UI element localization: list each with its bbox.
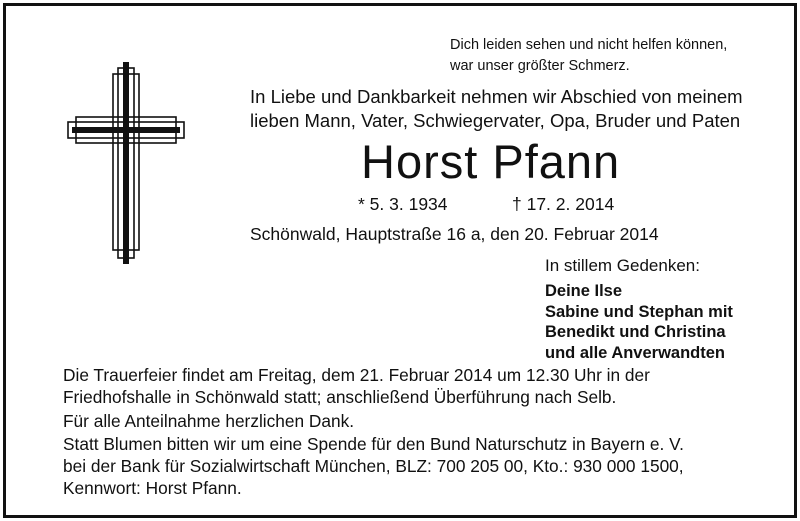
mourners-list (545, 281, 733, 363)
obituary-notice (3, 3, 797, 518)
motto (450, 35, 727, 77)
donation-info (63, 433, 684, 499)
cross-icon (66, 58, 186, 268)
mourner-line: und alle Anverwandten (545, 343, 726, 362)
funeral-line: Friedhofshalle in Schönwald statt; anschließend Überführung nach Selb. (63, 387, 617, 407)
intro-text (250, 85, 743, 133)
funeral-info (63, 364, 650, 408)
motto-line: Dich leiden sehen und nicht helfen können, (450, 37, 728, 53)
motto-line: war unser größter Schmerz. (450, 58, 630, 74)
mourner-line: Benedikt und Christina (545, 323, 726, 341)
death-date: † 17. 2. 2014 (512, 194, 615, 214)
memory-label: In stillem Gedenken: (545, 256, 700, 275)
donation-line: Statt Blumen bitten wir um eine Spende für den Bund Naturschutz in Bayern e. V. (63, 434, 684, 454)
donation-line: Kennwort: Horst Pfann. (63, 478, 242, 498)
deceased-name: Horst Pfann (361, 135, 621, 188)
thanks-text: Für alle Anteilnahme herzlichen Dank. (63, 411, 355, 431)
place-date: Schönwald, Hauptstraße 16 a, den 20. Februar 2014 (250, 224, 659, 244)
mourner-line: Sabine und Stephan mit (545, 302, 733, 321)
funeral-line: Die Trauerfeier findet am Freitag, dem 21. Februar 2014 um 12.30 Uhr in der (63, 365, 650, 385)
intro-line: lieben Mann, Vater, Schwiegervater, Opa, Bruder und Paten (250, 110, 741, 131)
mourner-line: Deine Ilse (545, 282, 623, 300)
intro-line: In Liebe und Dankbarkeit nehmen wir Abschied von meinem (250, 86, 743, 107)
donation-line: bei der Bank für Sozialwirtschaft München, BLZ: 700 205 00, Kto.: 930 000 1500, (63, 456, 684, 476)
birth-date: * 5. 3. 1934 (358, 194, 448, 214)
